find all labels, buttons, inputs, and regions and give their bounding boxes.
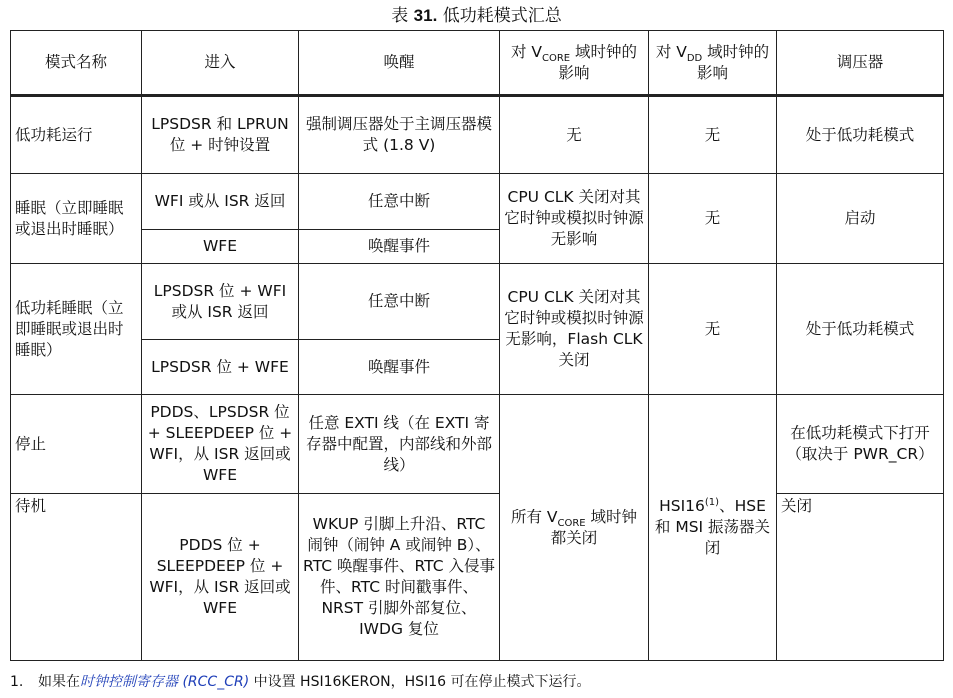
enter-cell: LPSDSR 和 LPRUN 位 + 时钟设置 [142, 96, 299, 174]
mode-lpsleep: 低功耗睡眠（立即睡眠或退出时睡眠） [11, 264, 142, 395]
header-mode: 模式名称 [11, 31, 142, 96]
enter-cell: WFE [142, 230, 299, 264]
wakeup-cell: 任意 EXTI 线（在 EXTI 寄存器中配置，内部线和外部线） [299, 395, 500, 494]
footnote: 1. 如果在时钟控制寄存器 (RCC_CR) 中设置 HSI16KERON，HSI16 可在停止模式下运行。 [10, 674, 591, 690]
mode-sleep: 睡眠（立即睡眠或退出时睡眠） [11, 174, 142, 264]
header-vcore: 对 $V_{CORE}$ 域时钟的影响 [500, 31, 649, 96]
regulator-cell: 处于低功耗模式 [777, 96, 944, 174]
table-row [11, 494, 944, 661]
vcore-cell: CPU CLK 关闭对其它时钟或模拟时钟源无影响，Flash CLK 关闭 [500, 264, 649, 395]
wakeup-cell: 任意中断 [299, 174, 500, 230]
wakeup-cell: 唤醒事件 [299, 340, 500, 395]
enter-cell: PDDS 位 + SLEEPDEEP 位 + WFI，从 ISR 返回或 WFE [142, 494, 299, 661]
enter-cell: PDDS、LPSDSR 位 + SLEEPDEEP 位 + WFI，从 ISR 返回或 WFE [142, 395, 299, 494]
vdd-cell: 无 [649, 174, 777, 264]
title-prefix: 表 [391, 6, 414, 26]
regulator-cell: 在低功耗模式下打开（取决于 PWR_CR） [777, 395, 944, 494]
rcc-cr-link[interactable]: 时钟控制寄存器 (RCC_CR) [80, 674, 250, 690]
header-enter: 进入 [142, 31, 299, 96]
table-row [11, 174, 944, 230]
table-header-row [11, 31, 944, 96]
low-power-mode-table [10, 30, 944, 661]
wakeup-cell: 强制调压器处于主调压器模式 (1.8 V) [299, 96, 500, 174]
vcore-cell: 无 [500, 96, 649, 174]
header-wakeup: 唤醒 [299, 31, 500, 96]
vdd-cell: 无 [649, 96, 777, 174]
enter-cell: LPSDSR 位 + WFE [142, 340, 299, 395]
table-row [11, 264, 944, 340]
vcore-cell: CPU CLK 关闭对其它时钟或模拟时钟源无影响 [500, 174, 649, 264]
wakeup-cell: WKUP 引脚上升沿、RTC 闹钟（闹钟 A 或闹钟 B）、RTC 唤醒事件、RTC 入侵事件、RTC 时间戳事件、NRST 引脚外部复位、IWDG 复位 [299, 494, 500, 661]
regulator-cell: 关闭 [777, 494, 944, 661]
title-text: 低功耗模式汇总 [437, 6, 562, 26]
vdd-cell-shared: HSI16$^{(1)}$、HSE 和 MSI 振荡器关闭 [649, 395, 777, 661]
regulator-cell: 处于低功耗模式 [777, 264, 944, 395]
enter-cell: WFI 或从 ISR 返回 [142, 174, 299, 230]
table-row [11, 395, 944, 494]
table-title [0, 4, 953, 28]
title-number: 31. [413, 6, 438, 25]
wakeup-cell: 唤醒事件 [299, 230, 500, 264]
mode-standby: 待机 [11, 494, 142, 661]
header-regulator: 调压器 [777, 31, 944, 96]
vdd-cell: 无 [649, 264, 777, 395]
regulator-cell: 启动 [777, 174, 944, 264]
header-vdd: 对 $V_{DD}$ 域时钟的影响 [649, 31, 777, 96]
footnote-number: 1. [10, 674, 24, 690]
mode-lprun: 低功耗运行 [11, 96, 142, 174]
enter-cell: LPSDSR 位 + WFI 或从 ISR 返回 [142, 264, 299, 340]
wakeup-cell: 任意中断 [299, 264, 500, 340]
vcore-cell-shared: 所有 $V_{CORE}$ 域时钟都关闭 [500, 395, 649, 661]
mode-stop: 停止 [11, 395, 142, 494]
table-row [11, 96, 944, 174]
